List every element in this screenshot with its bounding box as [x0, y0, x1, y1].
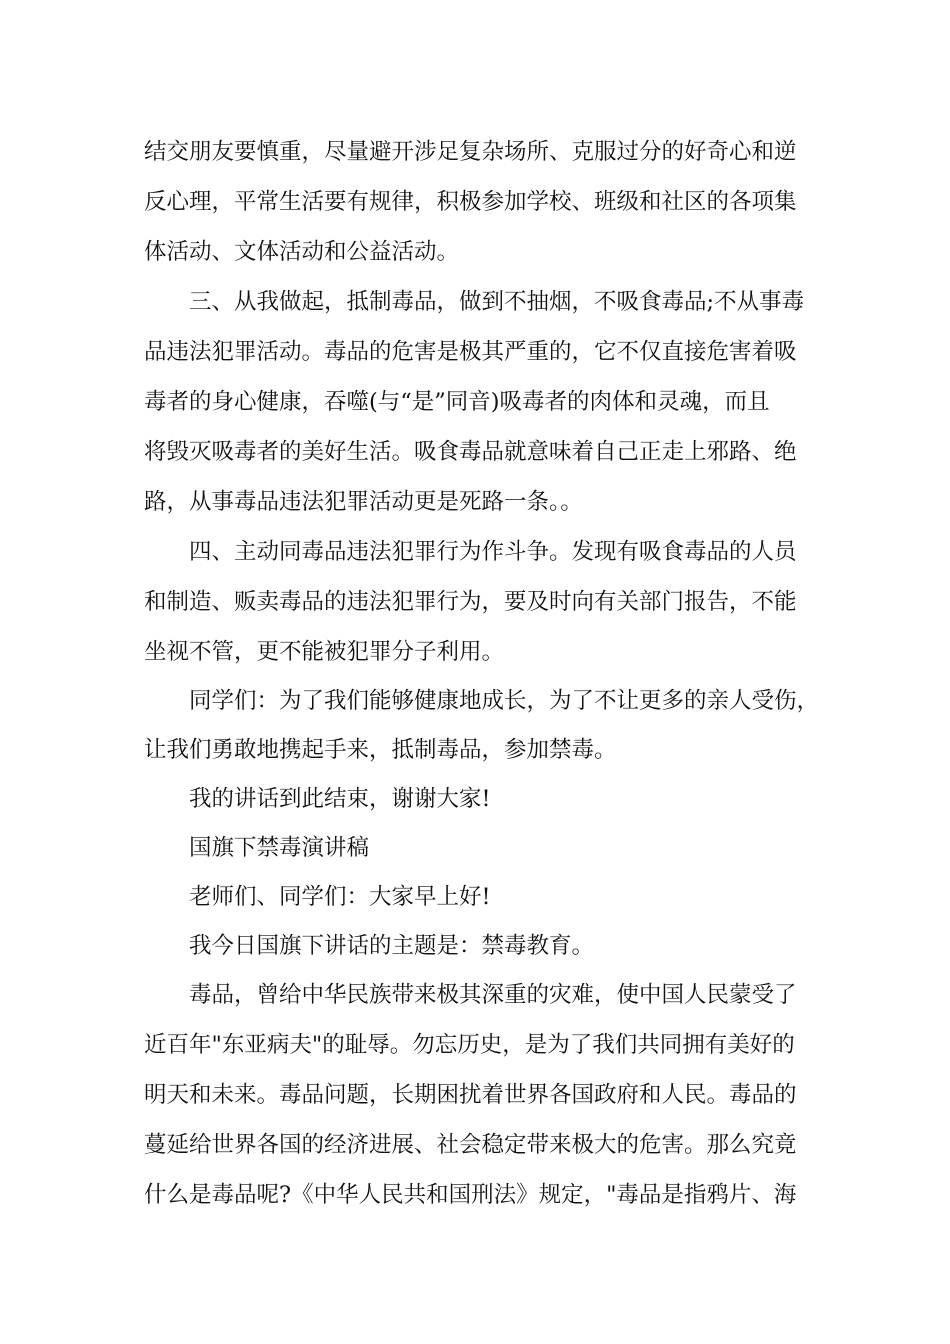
text-line: 坐视不管，更不能被犯罪分子利用。 [144, 639, 505, 665]
paragraph-first-line: 我的讲话到此结束，谢谢大家! [189, 786, 491, 812]
paragraph-first-line: 毒品，曾给中华民族带来极其深重的灾难，使中国人民蒙受了 [189, 982, 797, 1008]
text-line: 明天和未来。毒品问题，长期困扰着世界各国政府和人民。毒品的 [144, 1082, 797, 1108]
paragraph-first-line: 同学们：为了我们能够健康地成长，为了不让更多的亲人受伤， [189, 688, 820, 714]
text-line: 什么是毒品呢?《中华人民共和国刑法》规定，"毒品是指鸦片、海 [144, 1182, 797, 1208]
text-line: 体活动、文体活动和公益活动。 [144, 239, 460, 265]
text-line: 将毁灭吸毒者的美好生活。吸食毒品就意味着自己正走上邪路、绝 [144, 439, 797, 465]
text-line: 品违法犯罪活动。毒品的危害是极其严重的，它不仅直接危害着吸 [144, 339, 797, 365]
text-line: 让我们勇敢地携起手来，抵制毒品，参加禁毒。 [144, 737, 617, 763]
text-line: 蔓延给世界各国的经济进展、社会稳定带来极大的危害。那么究竟 [144, 1132, 797, 1158]
text-line: 路，从事毒品违法犯罪活动更是死路一条。。 [144, 489, 583, 515]
text-line: 毒者的身心健康，吞噬(与“是”同音)吸毒者的肉体和灵魂，而且 [144, 389, 770, 415]
text-line: 结交朋友要慎重，尽量避开涉足复杂场所、克服过分的好奇心和逆 [144, 139, 797, 165]
text-line: 反心理，平常生活要有规律，积极参加学校、班级和社区的各项集 [144, 189, 797, 215]
paragraph-first-line: 四、主动同毒品违法犯罪行为作斗争。发现有吸食毒品的人员 [189, 539, 797, 565]
paragraph-first-line: 我今日国旗下讲话的主题是：禁毒教育。 [189, 933, 595, 959]
paragraph-first-line: 老师们、同学们：大家早上好! [189, 884, 491, 910]
text-line: 和制造、贩卖毒品的违法犯罪行为，要及时向有关部门报告，不能 [144, 589, 797, 615]
text-line: 近百年"东亚病夫"的耻辱。勿忘历史，是为了我们共同拥有美好的 [144, 1032, 795, 1058]
paragraph-first-line: 三、从我做起，抵制毒品，做到不抽烟，不吸食毒品;不从事毒 [189, 289, 805, 315]
section-title: 国旗下禁毒演讲稿 [189, 835, 370, 861]
